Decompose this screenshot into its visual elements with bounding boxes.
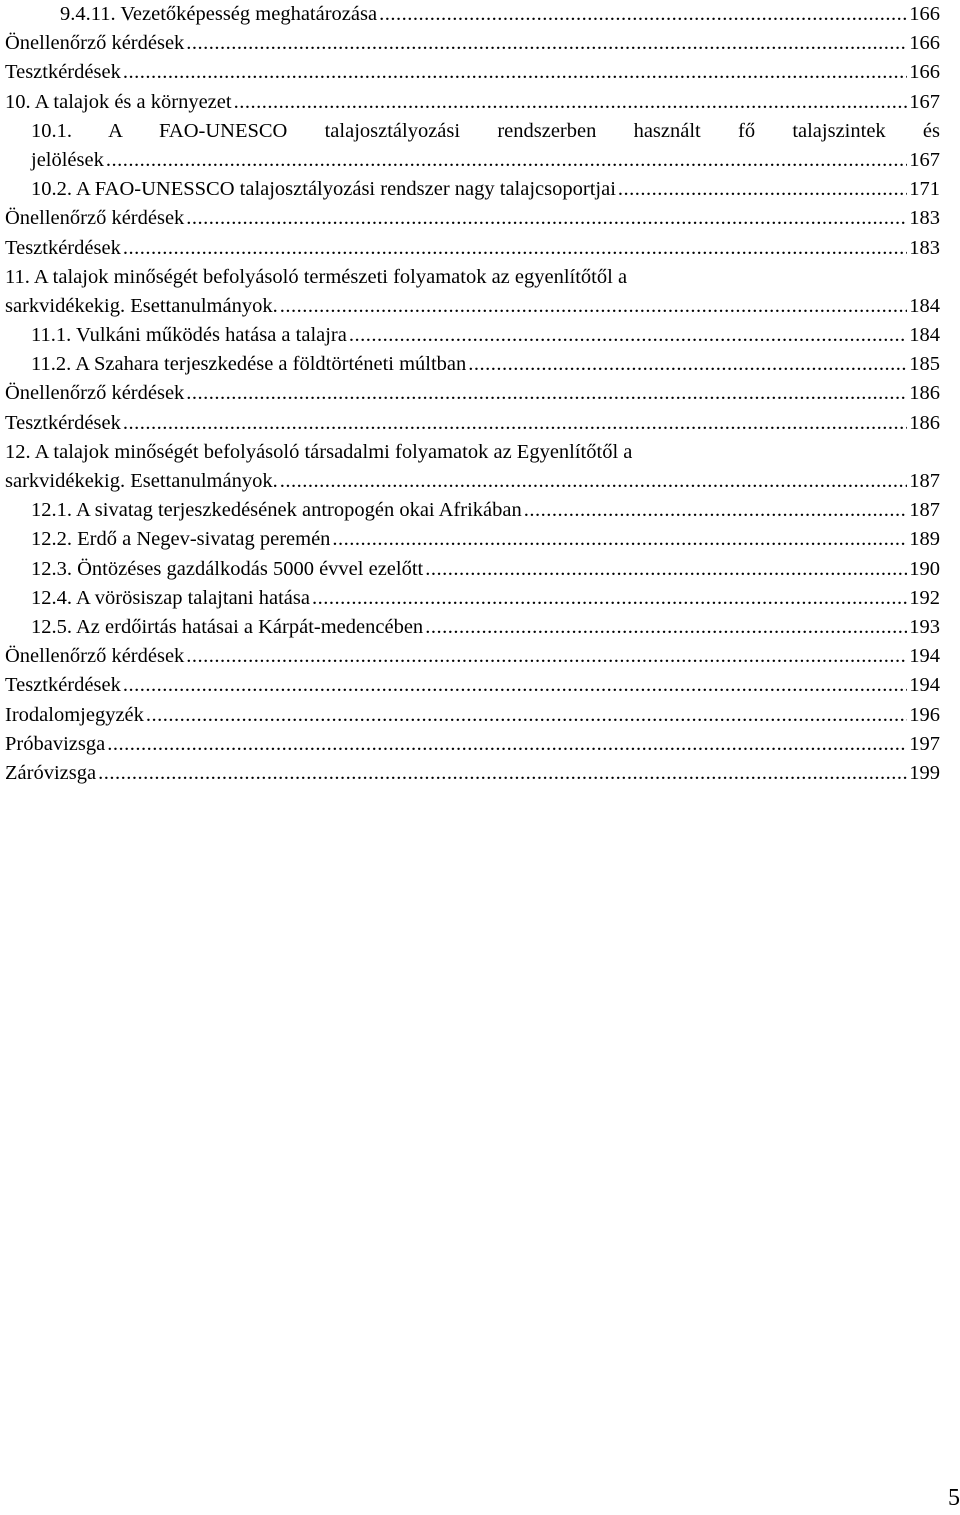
toc-entry-title: Tesztkérdések	[5, 61, 121, 84]
toc-entry-title: 12.1. A sivatag terjeszkedésének antropogén okai Afrikában	[31, 499, 522, 522]
table-of-contents	[5, 0, 940, 788]
toc-entry[interactable]	[5, 0, 940, 29]
toc-entry[interactable]	[5, 204, 940, 233]
toc-entry[interactable]	[5, 759, 940, 788]
toc-entry[interactable]	[5, 555, 940, 584]
leader-dots	[379, 0, 907, 29]
toc-entry-title: Tesztkérdések	[5, 411, 121, 434]
toc-entry[interactable]	[5, 379, 940, 408]
leader-dots	[186, 379, 907, 408]
toc-entry-title: Próbavizsga	[5, 732, 106, 755]
toc-entry-title-cont: jelölések	[31, 148, 104, 171]
leader-dots	[123, 234, 907, 263]
toc-entry-title: 12.5. Az erdőirtás hatásai a Kárpát-medencében	[31, 615, 424, 638]
toc-entry[interactable]	[5, 175, 940, 204]
toc-entry-page: 194	[909, 674, 940, 697]
toc-entry-page: 186	[909, 382, 940, 405]
toc-entry[interactable]	[5, 88, 940, 117]
toc-entry[interactable]	[5, 584, 940, 613]
leader-dots	[107, 730, 907, 759]
toc-entry-page: 166	[909, 61, 940, 84]
leader-dots	[123, 409, 907, 438]
toc-entry-title: Tesztkérdések	[5, 674, 121, 697]
toc-entry-title: 9.4.11. Vezetőképesség meghatározása	[60, 3, 378, 25]
toc-entry-title: 12. A talajok minőségét befolyásoló társadalmi folyamatok az Egyenlítőtől a	[5, 440, 633, 463]
toc-entry[interactable]	[5, 263, 940, 321]
toc-entry-title: 10. A talajok és a környezet	[5, 90, 232, 113]
toc-entry-title: Önellenőrző kérdések	[5, 207, 185, 230]
toc-entry-page: 167	[909, 148, 940, 171]
leader-dots	[146, 701, 907, 730]
toc-entry[interactable]	[5, 525, 940, 554]
toc-entry-page: 183	[909, 207, 940, 230]
toc-entry[interactable]	[5, 438, 940, 496]
toc-entry-page: 171	[909, 178, 940, 201]
toc-entry[interactable]	[5, 58, 940, 87]
leader-dots	[425, 613, 907, 642]
toc-entry-title: Önellenőrző kérdések	[5, 32, 185, 55]
toc-entry-title: Záróvizsga	[5, 761, 97, 784]
toc-entry[interactable]	[5, 642, 940, 671]
toc-entry-title-cont: sarkvidékekig. Esettanulmányok.	[5, 470, 278, 492]
leader-dots	[468, 350, 907, 379]
leader-dots	[123, 58, 907, 87]
leader-dots	[123, 671, 907, 700]
toc-entry-title: 12.3. Öntözéses gazdálkodás 5000 évvel ezelőtt	[31, 557, 424, 580]
toc-entry-page: 184	[909, 324, 940, 347]
toc-entry-page: 197	[909, 732, 940, 755]
toc-entry[interactable]	[5, 350, 940, 379]
toc-entry-title: 12.2. Erdő a Negev-sivatag peremén	[31, 528, 331, 551]
leader-dots	[312, 584, 907, 613]
leader-dots	[332, 525, 907, 554]
toc-entry-title: 11.1. Vulkáni működés hatása a talajra	[31, 324, 347, 347]
leader-dots	[280, 467, 908, 496]
toc-entry-title: 10.1. A FAO-UNESCO talajosztályozási rendszerben használt fő talajszintek és	[31, 119, 940, 142]
leader-dots	[425, 555, 907, 584]
toc-entry[interactable]	[5, 117, 940, 175]
toc-entry-title: 11. A talajok minőségét befolyásoló természeti folyamatok az egyenlítőtől a	[5, 265, 628, 288]
toc-entry-page: 187	[909, 470, 940, 492]
toc-entry-page: 183	[909, 236, 940, 259]
toc-entry-title: 10.2. A FAO-UNESSCO talajosztályozási rendszer nagy talajcsoportjai	[31, 178, 616, 201]
leader-dots	[186, 204, 907, 233]
toc-entry-title: Önellenőrző kérdések	[5, 645, 185, 668]
toc-entry-title-cont: sarkvidékekig. Esettanulmányok.	[5, 294, 278, 317]
leader-dots	[234, 88, 908, 117]
toc-entry-title: Önellenőrző kérdések	[5, 382, 185, 405]
toc-entry-page: 199	[909, 761, 940, 784]
toc-entry-title: 11.2. A Szahara terjeszkedése a földtörténeti múltban	[31, 353, 467, 376]
toc-entry-title: Irodalomjegyzék	[5, 703, 144, 726]
leader-dots	[186, 642, 907, 671]
toc-entry[interactable]	[5, 671, 940, 700]
toc-entry-title: 12.4. A vörösiszap talajtani hatása	[31, 586, 310, 609]
leader-dots	[618, 175, 907, 204]
toc-entry[interactable]	[5, 234, 940, 263]
toc-entry[interactable]	[5, 409, 940, 438]
toc-entry-page: 189	[909, 528, 940, 551]
toc-entry[interactable]	[5, 496, 940, 525]
toc-entry-page: 185	[909, 353, 940, 376]
leader-dots	[349, 321, 907, 350]
toc-entry-title: Tesztkérdések	[5, 236, 121, 259]
toc-entry-page: 196	[909, 703, 940, 726]
toc-entry-page: 193	[909, 615, 940, 638]
page-number: 5	[948, 1485, 960, 1511]
toc-entry-page: 166	[909, 32, 940, 55]
toc-entry[interactable]	[5, 701, 940, 730]
leader-dots	[98, 759, 907, 788]
leader-dots	[524, 496, 908, 525]
toc-entry-page: 184	[909, 294, 940, 317]
toc-entry-page: 192	[909, 586, 940, 609]
toc-entry-page: 187	[909, 499, 940, 522]
leader-dots	[280, 292, 908, 321]
toc-entry-page: 166	[909, 3, 940, 25]
toc-entry-page: 186	[909, 411, 940, 434]
toc-entry-page: 190	[909, 557, 940, 580]
leader-dots	[186, 29, 907, 58]
toc-entry[interactable]	[5, 613, 940, 642]
toc-entry-page: 194	[909, 645, 940, 668]
toc-entry[interactable]	[5, 730, 940, 759]
toc-entry-page: 167	[909, 90, 940, 113]
toc-entry[interactable]	[5, 29, 940, 58]
leader-dots	[106, 146, 907, 175]
toc-entry[interactable]	[5, 321, 940, 350]
